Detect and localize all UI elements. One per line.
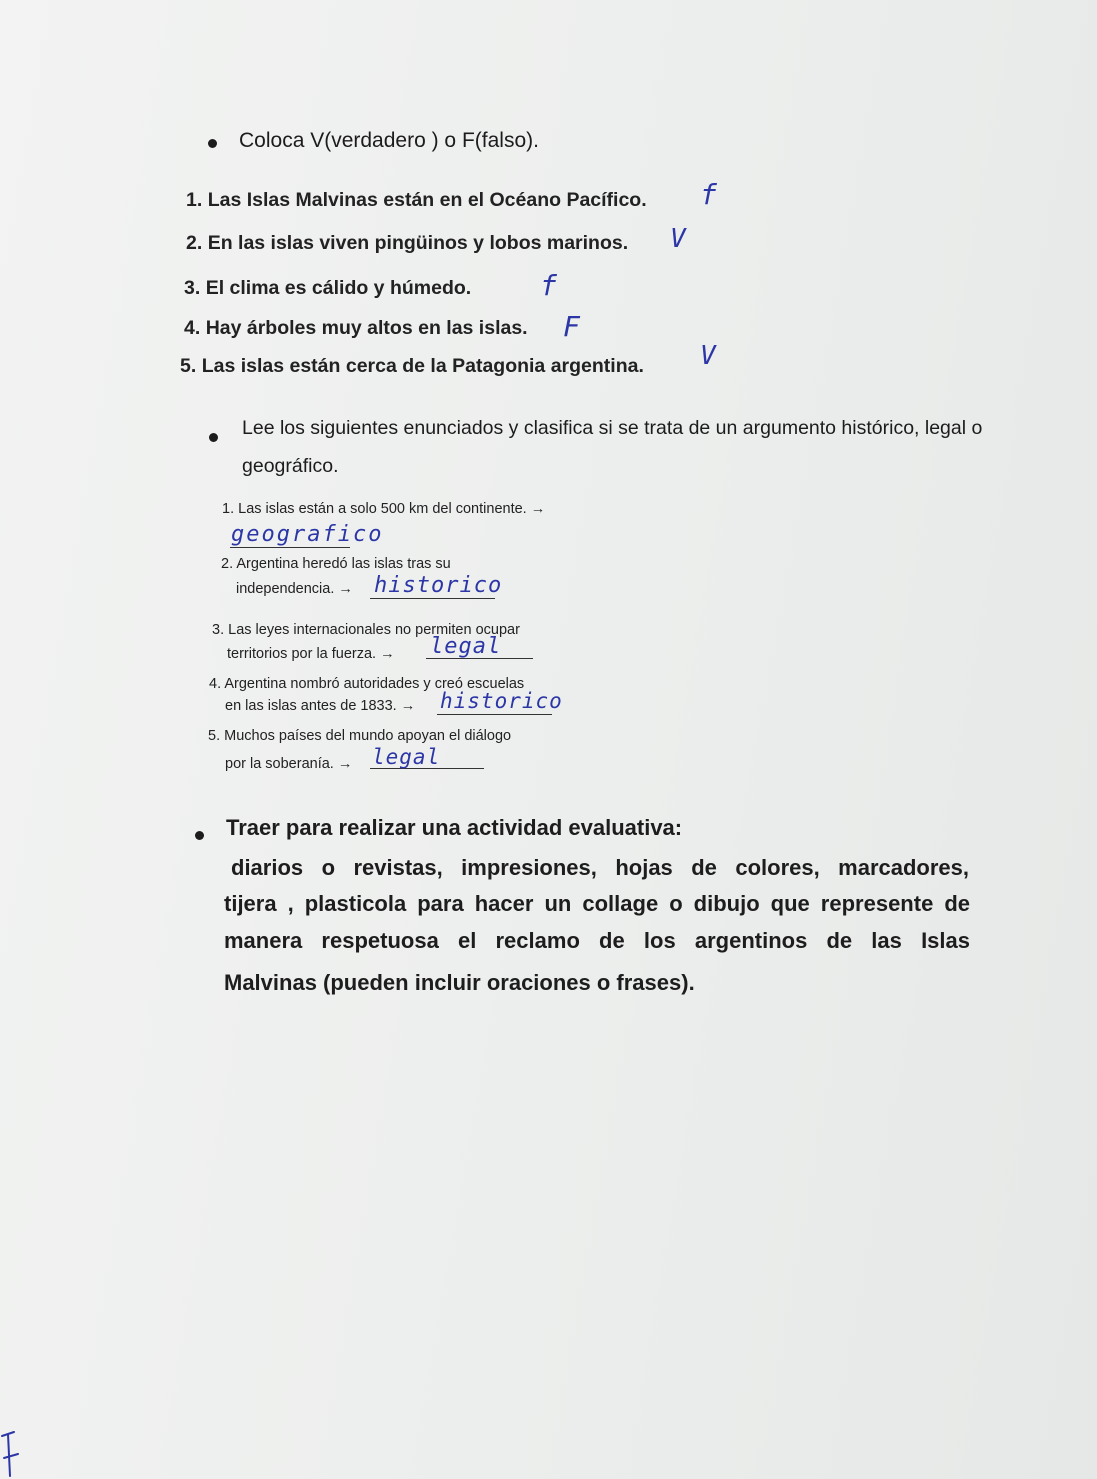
section3-line1: diarios o revistas, impresiones, hojas de colores, marcadores, [231, 855, 969, 880]
classify-answer-3: legal [430, 634, 502, 659]
tf-item-5 [180, 355, 644, 378]
tf-item-text: Las Islas Malvinas están en el Océano Pacífico. [207, 189, 647, 211]
classify-item-text: Argentina nombró autoridades y creó escuelas [224, 676, 525, 692]
answer-line [370, 598, 495, 599]
answer-line [230, 547, 350, 548]
tf-item-number: 3. [184, 277, 201, 299]
classify-answer-4: historico [440, 689, 563, 713]
classify-answer-2: historico [374, 573, 503, 598]
tf-item-text: Las islas están cerca de la Patagonia argentina. [201, 355, 644, 377]
classify-answer-5: legal [372, 745, 441, 769]
classify-item-number: 1. [222, 501, 235, 517]
tf-item-number: 5. [180, 355, 197, 377]
tf-item-number: 1. [186, 189, 203, 211]
classify-answer-1: geografico [231, 522, 384, 547]
classify-item-number: 3. [212, 622, 225, 638]
tf-answer-1: f [700, 178, 717, 211]
classify-item-text: Argentina heredó las islas tras su [236, 556, 451, 572]
bullet-icon [195, 831, 204, 840]
classify-item-5 [208, 728, 511, 744]
pen-mark-icon [0, 1428, 30, 1479]
section3-line4: Malvinas (pueden incluir oraciones o frases). [224, 970, 695, 995]
classify-item-text: Muchos países del mundo apoyan el diálogo [224, 728, 512, 744]
classify-item-5-cont: por la soberanía. → [225, 756, 353, 772]
tf-item-text: En las islas viven pingüinos y lobos marinos. [207, 232, 629, 254]
section3-heading: Traer para realizar una actividad evaluativa: [226, 815, 683, 840]
classify-item-2 [221, 556, 451, 572]
tf-item-number: 2. [186, 232, 203, 254]
tf-answer-3: f [540, 269, 557, 302]
section2-instruction-line2: geográfico. [242, 455, 339, 477]
tf-item-3 [184, 277, 471, 300]
tf-item-2 [186, 232, 628, 255]
tf-answer-2: V [670, 224, 686, 254]
section2-instruction-line1: Lee los siguientes enunciados y clasifica si se trata de un argumento histórico, legal o [242, 417, 983, 439]
classify-item-number: 5. [208, 728, 221, 744]
tf-answer-5: V [700, 341, 716, 371]
tf-item-4 [184, 317, 528, 340]
classify-item-1 [222, 501, 545, 517]
tf-item-text: El clima es cálido y húmedo. [205, 277, 472, 299]
tf-item-text: Hay árboles muy altos en las islas. [205, 317, 528, 339]
section3-line3: manera respetuosa el reclamo de los argentinos de las Islas [224, 928, 970, 953]
bullet-icon [209, 433, 218, 442]
classify-item-number: 4. [209, 676, 222, 692]
section1-instruction: Coloca V(verdadero ) o F(falso). [239, 129, 539, 152]
answer-line [437, 714, 552, 715]
classify-item-3-cont: territorios por la fuerza. → [227, 646, 395, 662]
section3-line2: tijera , plasticola para hacer un collage o dibujo que represente de [224, 891, 970, 916]
tf-answer-4: F [563, 310, 580, 343]
classify-item-number: 2. [221, 556, 234, 572]
bullet-icon [208, 139, 217, 148]
tf-item-1 [186, 189, 647, 212]
classify-item-4-cont: en las islas antes de 1833. → [225, 698, 416, 714]
classify-item-2-cont: independencia. → [236, 581, 353, 597]
tf-item-number: 4. [184, 317, 201, 339]
classify-item-text: Las islas están a solo 500 km del continente. → [238, 501, 546, 517]
classify-item-text: Las leyes internacionales no permiten ocupar [228, 622, 520, 638]
